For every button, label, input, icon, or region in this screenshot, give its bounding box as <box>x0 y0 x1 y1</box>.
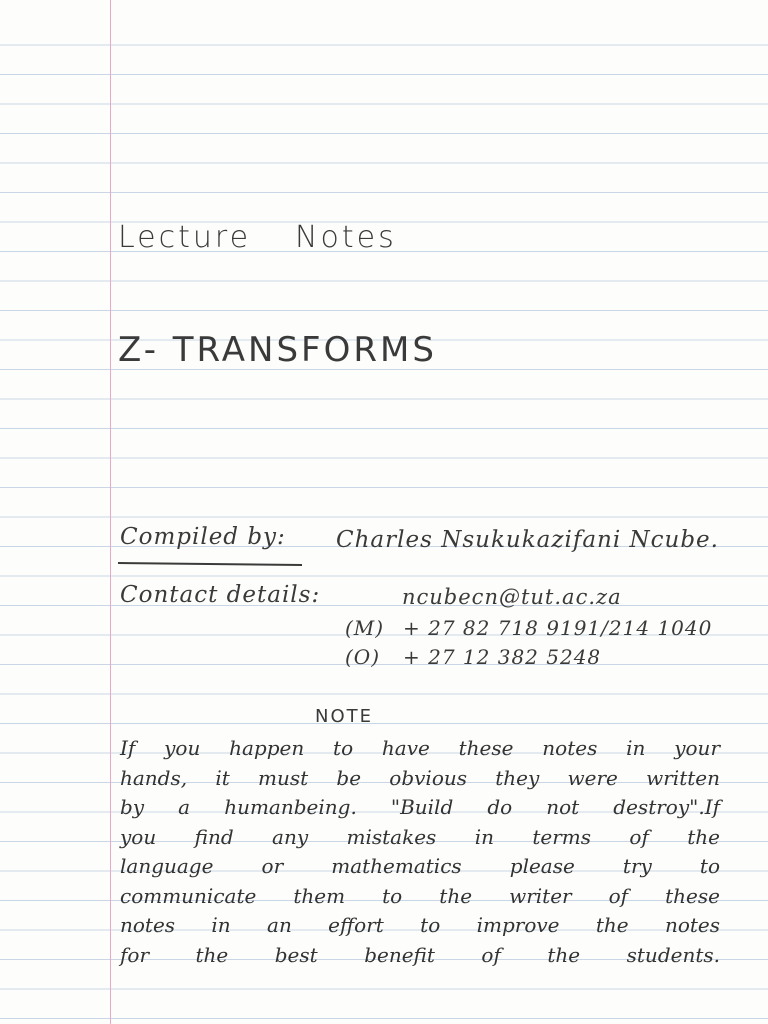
note-line: you find any mistakes in terms of the <box>120 824 720 849</box>
note-line: communicate them to the writer of these <box>120 883 720 908</box>
note-line: by a humanbeing. "Build do not destroy".If <box>120 795 720 819</box>
note-body <box>120 734 720 970</box>
document-subtitle: Z- TRANSFORMS <box>118 330 437 370</box>
title-word-1: Lecture <box>118 220 252 255</box>
author-name: Charles Nsukukazifani Ncube. <box>336 527 719 553</box>
note-line: notes in an effort to improve the notes <box>120 913 720 937</box>
document-title <box>118 220 397 255</box>
title-word-2: Notes <box>295 220 397 255</box>
office-tag: (O) <box>345 645 381 669</box>
note-line: language or mathematics please try to <box>120 854 720 878</box>
margin-line <box>110 0 111 1024</box>
office-number: + 27 12 382 5248 <box>403 645 602 669</box>
mobile-number-row <box>345 616 712 640</box>
contact-email: ncubecn@tut.ac.za <box>402 585 622 609</box>
office-number-row <box>345 645 601 669</box>
note-heading: NOTE <box>315 706 374 727</box>
note-line: for the best benefit of the students. <box>120 942 720 967</box>
note-line: If you happen to have these notes in your <box>120 736 720 760</box>
mobile-number: + 27 82 718 9191/214 1040 <box>403 616 713 640</box>
compiled-by-label: Compiled by: <box>120 524 286 550</box>
contact-details-label: Contact details: <box>120 582 321 608</box>
mobile-tag: (M) <box>345 616 385 640</box>
compiled-by-underline <box>118 562 302 566</box>
note-line: hands, it must be obvious they were written <box>120 765 720 790</box>
